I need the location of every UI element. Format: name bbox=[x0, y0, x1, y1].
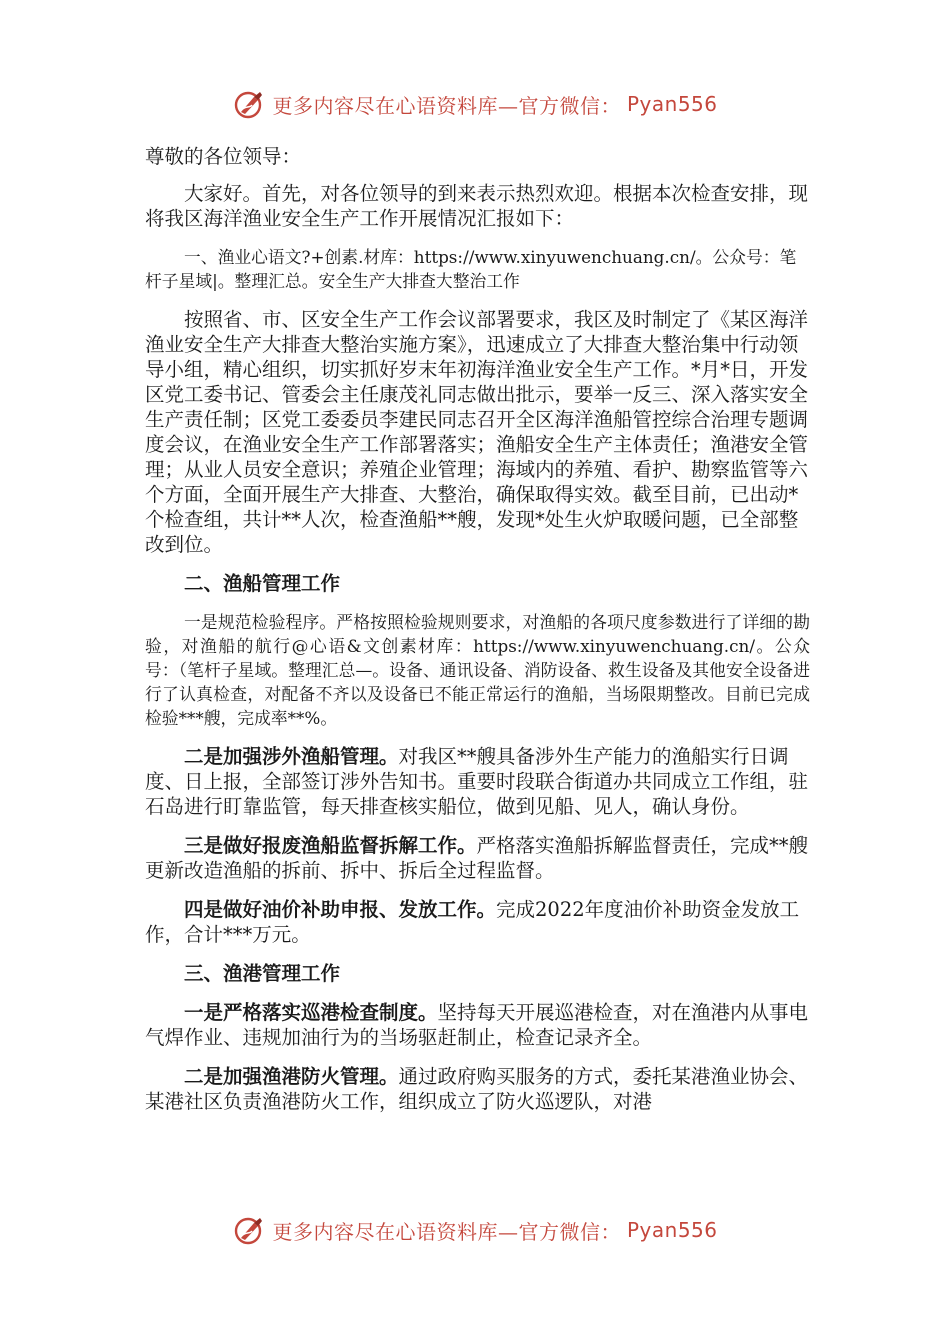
section3-item2-body: 通过政府购买服务的方式，委托某港渔业协会、某港社区负责渔港防火工作，组织成立了防火巡逻队，对港 bbox=[145, 1065, 809, 1113]
section2-item3 bbox=[145, 833, 810, 883]
section2-item4-lead: 四是做好油价补助申报、发放工作。 bbox=[184, 898, 497, 921]
salutation: 尊敬的各位领导： bbox=[145, 145, 302, 168]
section2-item4 bbox=[145, 897, 810, 947]
watermark-group bbox=[232, 1213, 717, 1247]
section3-item1-lead: 一是严格落实巡港检查制度。 bbox=[184, 1001, 438, 1024]
section1-paragraph: 按照省、市、区安全生产工作会议部署要求，我区及时制定了《某区海洋渔业安全生产大排查大整治实施方案》，迅速成立了大排查大整治集中行动领导小组，精心组织，切实抓好岁末年初海洋渔业安全生产工作。*月*日，开发区党工委书记、管委会主任康茂礼同志做出批示，要举一反三、深入落实安全生产责任制；区党工委委员李建民同志召开全区海洋渔船管控综合治理专题调度会议，在渔业安全生产工作部署落实；渔船安全生产主体责任；渔港安全管理；从业人员安全意识；养殖企业管理；海域内的养殖、看护、勘察监管等六个方面，全面开展生产大排查、大整治，确保取得实效。截至目前，已出动*个检查组，共计**人次，检查渔船**艘，发现*处生火炉取暖问题，已全部整改到位。 bbox=[145, 308, 809, 556]
watermark-text: 更多内容尽在心语资料库—官方微信： bbox=[272, 93, 621, 118]
section2-item2-lead: 二是加强涉外渔船管理。 bbox=[184, 745, 399, 768]
watermark-group bbox=[232, 87, 717, 121]
section3-heading: 三、渔港管理工作 bbox=[184, 962, 341, 985]
section1-heading: 一、渔业心语文?+创素.材库：https://www.xinyuwenchuang.cn/。公众号：笔杆子星域|。整理汇总。安全生产大排查大整治工作 bbox=[145, 247, 797, 291]
watermark-text: 更多内容尽在心语资料库—官方微信： bbox=[272, 1219, 621, 1244]
section2-item4-body: 完成2022年度油价补助资金发放工作，合计***万元。 bbox=[145, 898, 800, 946]
document-body bbox=[145, 144, 810, 1114]
section2-item1: 一是规范检验程序。严格按照检验规则要求，对渔船的各项尺度参数进行了详细的勘验，对渔船的航行@心语&文创素材库：https://www.xinyuwenchuang.cn/。公众号：（笔杆子星域。整理汇总—。设备、通讯设备、消防设备、救生设备及其他安全设备进行了认真检查，对配备不齐以及设备已不能正常运行的渔船，当场限期整改。目前已完成检验***艘，完成率**%。 bbox=[145, 612, 810, 728]
section3-item2-lead: 二是加强渔港防火管理。 bbox=[184, 1065, 399, 1088]
watermark-banner-bottom bbox=[0, 1210, 950, 1250]
section3-item1 bbox=[145, 1000, 810, 1050]
watermark-wechat-id: Pyan556 bbox=[626, 1218, 718, 1242]
intro-paragraph: 大家好。首先，对各位领导的到来表示热烈欢迎。根据本次检查安排，现将我区海洋渔业安全生产工作开展情况汇报如下： bbox=[145, 182, 809, 230]
section2-item2 bbox=[145, 744, 810, 819]
watermark-wechat-id: Pyan556 bbox=[626, 92, 718, 116]
section2-item3-body: 严格落实渔船拆解监督责任，完成**艘更新改造渔船的拆前、拆中、拆后全过程监督。 bbox=[145, 834, 809, 882]
section2-item2-body: 对我区**艘具备涉外生产能力的渔船实行日调度、日上报，全部签订涉外告知书。重要时段联合街道办共同成立工作组，驻石岛进行盯靠监管，每天排查核实船位，做到见船、见人，确认身份。 bbox=[145, 745, 809, 818]
pen-seal-logo-icon bbox=[232, 87, 266, 121]
watermark-banner-top bbox=[0, 84, 950, 124]
section3-item1-body: 坚持每天开展巡港检查，对在渔港内从事电气焊作业、违规加油行为的当场驱赶制止，检查记录齐全。 bbox=[145, 1001, 809, 1049]
section2-heading: 二、渔船管理工作 bbox=[184, 572, 341, 595]
section3-item2 bbox=[145, 1064, 810, 1114]
pen-seal-logo-icon bbox=[232, 1213, 266, 1247]
section2-item3-lead: 三是做好报废渔船监督拆解工作。 bbox=[184, 834, 477, 857]
